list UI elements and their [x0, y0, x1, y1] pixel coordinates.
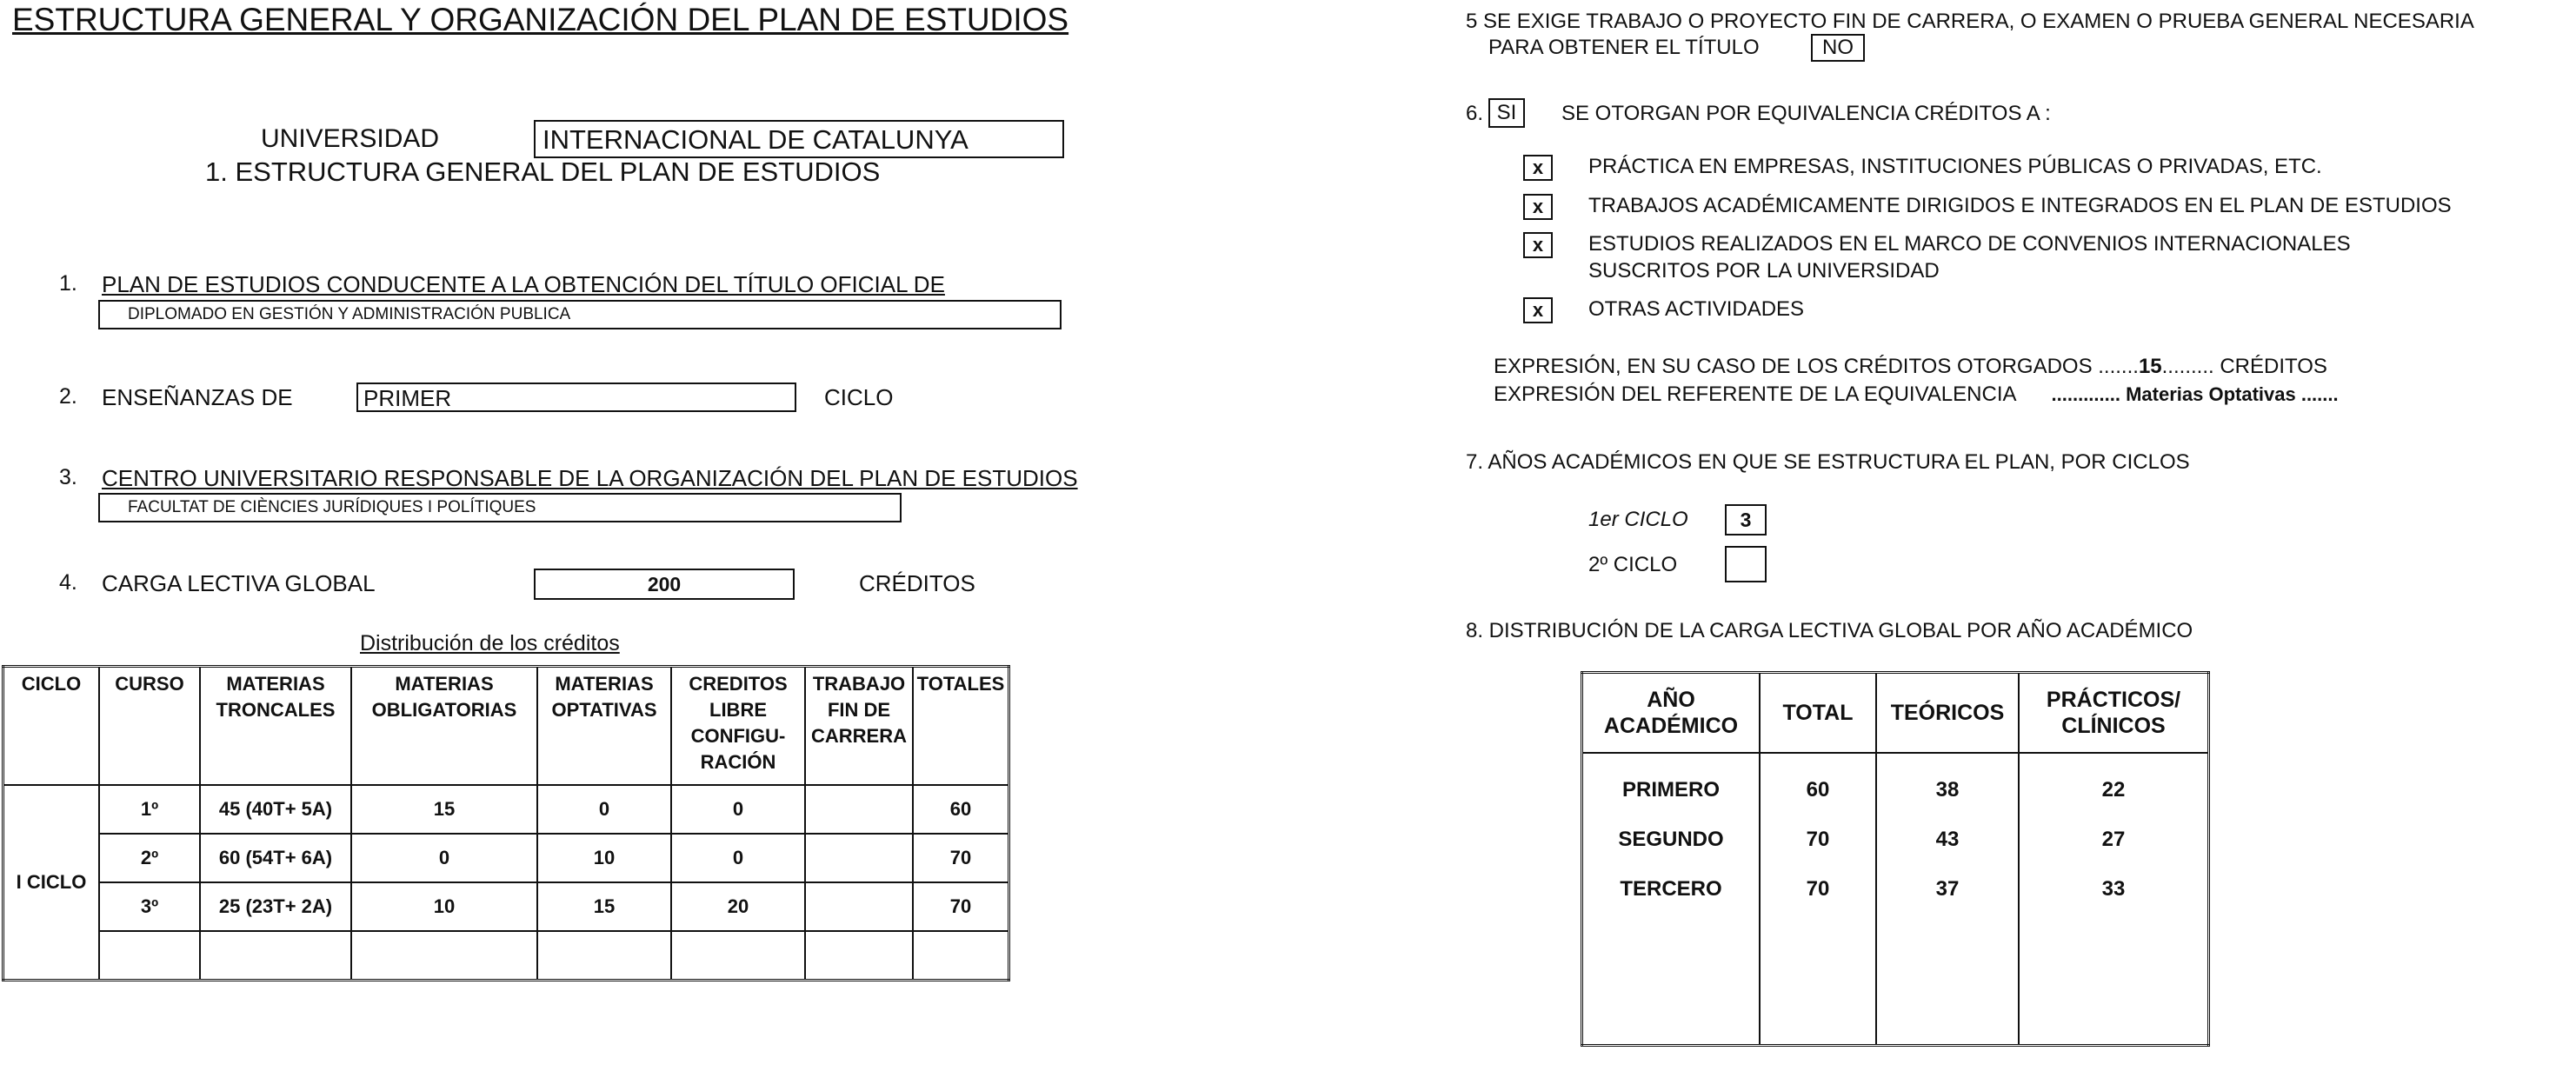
item4-label: CARGA LECTIVA GLOBAL	[102, 570, 376, 596]
option-convenios: ESTUDIOS REALIZADOS EN EL MARCO DE CONVENIOS INTERNACIONALES	[1588, 232, 2351, 256]
header-optativas: MATERIAS OPTATIVAS	[537, 667, 671, 785]
obligatorias-cell: 10	[351, 882, 537, 931]
checkbox-otras[interactable]: x	[1523, 297, 1553, 323]
item3-field	[98, 493, 902, 522]
total-cell: 70	[1760, 865, 1876, 915]
header-obligatorias: MATERIAS OBLIGATORIAS	[351, 667, 537, 785]
header-total: TOTAL	[1760, 673, 1876, 754]
checkbox-convenios[interactable]: x	[1523, 232, 1553, 258]
empty-cell	[537, 931, 671, 981]
optativas-cell: 10	[537, 834, 671, 882]
item2-label: ENSEÑANZAS DE	[102, 384, 293, 410]
university-field	[534, 120, 1064, 158]
table-row	[1582, 753, 2209, 815]
credit-distribution-table	[2, 665, 1010, 981]
item3-value: FACULTAT DE CIÈNCIES JURÍDIQUES I POLÍTIQUES	[128, 498, 536, 516]
total-cell: 70	[1760, 815, 1876, 864]
academic-year-table	[1581, 671, 2210, 1047]
cycle2-label: 2º CICLO	[1588, 553, 1678, 576]
empty-cell	[2019, 915, 2209, 1046]
practicos-cell: 33	[2019, 865, 2209, 915]
item6-number: 6.	[1466, 102, 1484, 125]
teoricos-cell: 38	[1876, 753, 2019, 815]
distribution-caption: Distribución de los créditos	[360, 631, 620, 655]
cycle1-box	[1725, 504, 1767, 536]
empty-cell	[805, 931, 913, 981]
option-otras: OTRAS ACTIVIDADES	[1588, 297, 1805, 321]
libre-cell: 0	[671, 834, 805, 882]
item3-number: 3.	[59, 465, 77, 489]
referent-expression	[1494, 382, 2339, 407]
table-row	[1582, 815, 2209, 864]
empty-cell	[1876, 915, 2019, 1046]
item2-number: 2.	[59, 384, 77, 409]
obligatorias-cell: 0	[351, 834, 537, 882]
troncales-cell: 60 (54T+ 6A)	[200, 834, 351, 882]
year-cell: TERCERO	[1582, 865, 1761, 915]
option-practica: PRÁCTICA EN EMPRESAS, INSTITUCIONES PÚBLICAS O PRIVADAS, ETC.	[1588, 155, 2322, 178]
troncales-cell: 25 (23T+ 2A)	[200, 882, 351, 931]
table-row	[3, 931, 1009, 981]
totales-cell: 70	[913, 882, 1009, 931]
option-trabajos: TRABAJOS ACADÉMICAMENTE DIRIGIDOS E INTEGRADOS EN EL PLAN DE ESTUDIOS	[1588, 194, 2452, 217]
credits-suffix: ......... CRÉDITOS	[2161, 355, 2327, 378]
credits-value: 15	[2138, 355, 2162, 378]
header-ciclo: CICLO	[3, 667, 100, 785]
referent-value: ............. Materias Optativas .......	[2051, 383, 2339, 405]
item6-label: SE OTORGAN POR EQUIVALENCIA CRÉDITOS A :	[1561, 102, 2051, 125]
empty-cell	[1760, 915, 1876, 1046]
university-value: INTERNACIONAL DE CATALUNYA	[542, 124, 968, 155]
empty-cell	[200, 931, 351, 981]
item6-answer-box	[1488, 98, 1525, 128]
item5-line2: PARA OBTENER EL TÍTULO	[1488, 36, 1760, 59]
curso-cell: 3º	[99, 882, 200, 931]
totales-cell: 60	[913, 785, 1009, 834]
table-row	[1582, 915, 2209, 1046]
item4-number: 4.	[59, 570, 77, 595]
item4-suffix: CRÉDITOS	[859, 570, 975, 596]
item5-line1: 5 SE EXIGE TRABAJO O PROYECTO FIN DE CARRERA, O EXAMEN O PRUEBA GENERAL NECESARIA	[1466, 10, 2474, 33]
troncales-cell: 45 (40T+ 5A)	[200, 785, 351, 834]
item2-suffix: CICLO	[824, 384, 894, 410]
curso-cell: 1º	[99, 785, 200, 834]
checkbox-trabajos[interactable]: x	[1523, 194, 1553, 220]
teoricos-cell: 37	[1876, 865, 2019, 915]
teoricos-cell: 43	[1876, 815, 2019, 864]
item2-value: PRIMER	[363, 385, 452, 411]
total-cell: 60	[1760, 753, 1876, 815]
item4-value: 200	[647, 573, 682, 595]
item1-number: 1.	[59, 271, 77, 296]
trabajo-cell	[805, 785, 913, 834]
practicos-cell: 22	[2019, 753, 2209, 815]
item5-answer: NO	[1822, 36, 1854, 59]
header-trabajo: TRABAJO FIN DE CARRERA	[805, 667, 913, 785]
item1-value: DIPLOMADO EN GESTIÓN Y ADMINISTRACIÓN PUBLICA	[128, 305, 571, 323]
libre-cell: 20	[671, 882, 805, 931]
referent-prefix: EXPRESIÓN DEL REFERENTE DE LA EQUIVALENCIA	[1494, 382, 2017, 406]
table-row	[3, 882, 1009, 931]
header-troncales: MATERIAS TRONCALES	[200, 667, 351, 785]
table-row	[1582, 865, 2209, 915]
credits-expression	[1494, 355, 2327, 379]
credits-prefix: EXPRESIÓN, EN SU CASO DE LOS CRÉDITOS OTORGADOS .......	[1494, 355, 2139, 378]
trabajo-cell	[805, 882, 913, 931]
cycle1-value: 3	[1740, 509, 1752, 531]
checkbox-practica[interactable]: x	[1523, 155, 1553, 181]
obligatorias-cell: 15	[351, 785, 537, 834]
item7-label: 7. AÑOS ACADÉMICOS EN QUE SE ESTRUCTURA EL PLAN, POR CICLOS	[1466, 450, 2190, 474]
cycle2-box	[1725, 546, 1767, 582]
header-teoricos: TEÓRICOS	[1876, 673, 2019, 754]
table-row	[3, 834, 1009, 882]
year-cell: PRIMERO	[1582, 753, 1761, 815]
item1-field	[98, 300, 1062, 329]
header-totales: TOTALES	[913, 667, 1009, 785]
empty-cell	[99, 931, 200, 981]
item2-field	[356, 382, 796, 412]
empty-cell	[671, 931, 805, 981]
header-libre: CREDITOS LIBRE CONFIGU- RACIÓN	[671, 667, 805, 785]
table-row	[3, 785, 1009, 834]
item6-answer: SI	[1496, 101, 1517, 124]
empty-cell	[351, 931, 537, 981]
item8-label: 8. DISTRIBUCIÓN DE LA CARGA LECTIVA GLOBAL POR AÑO ACADÉMICO	[1466, 619, 2193, 642]
item3-label: CENTRO UNIVERSITARIO RESPONSABLE DE LA ORGANIZACIÓN DEL PLAN DE ESTUDIOS	[102, 465, 1078, 491]
trabajo-cell	[805, 834, 913, 882]
item1-label: PLAN DE ESTUDIOS CONDUCENTE A LA OBTENCIÓN DEL TÍTULO OFICIAL DE	[102, 271, 945, 297]
section-title: 1. ESTRUCTURA GENERAL DEL PLAN DE ESTUDIOS	[205, 156, 881, 187]
curso-cell: 2º	[99, 834, 200, 882]
option-convenios-line2: SUSCRITOS POR LA UNIVERSIDAD	[1588, 259, 1940, 283]
optativas-cell: 15	[537, 882, 671, 931]
page-title: ESTRUCTURA GENERAL Y ORGANIZACIÓN DEL PLAN DE ESTUDIOS	[12, 2, 1069, 37]
header-practicos: PRÁCTICOS/ CLÍNICOS	[2019, 673, 2209, 754]
item4-field	[534, 569, 795, 600]
university-label: UNIVERSIDAD	[261, 124, 440, 153]
libre-cell: 0	[671, 785, 805, 834]
empty-cell	[1582, 915, 1761, 1046]
optativas-cell: 0	[537, 785, 671, 834]
totales-cell: 70	[913, 834, 1009, 882]
year-cell: SEGUNDO	[1582, 815, 1761, 864]
header-ano: AÑO ACADÉMICO	[1582, 673, 1761, 754]
cycle-cell: I CICLO	[3, 785, 100, 981]
cycle1-label: 1er CICLO	[1588, 508, 1688, 531]
header-curso: CURSO	[99, 667, 200, 785]
empty-cell	[913, 931, 1009, 981]
practicos-cell: 27	[2019, 815, 2209, 864]
item5-answer-box	[1811, 34, 1865, 62]
